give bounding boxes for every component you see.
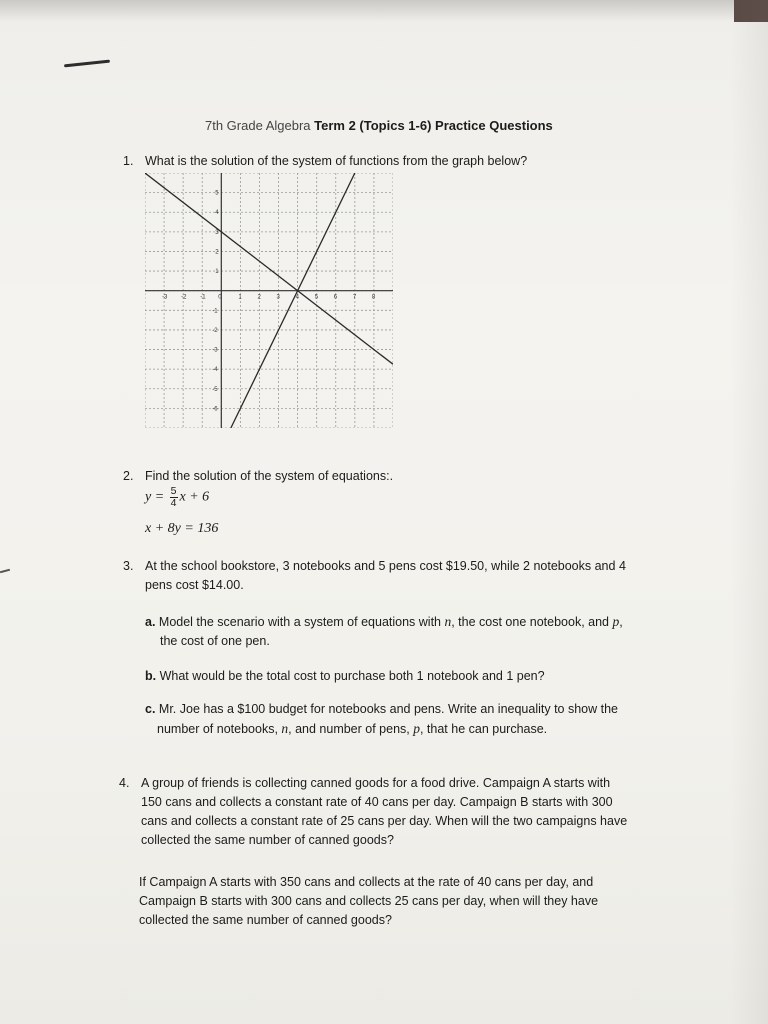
margin-mark (0, 569, 10, 574)
y-tick-label: -3 (212, 347, 218, 354)
question-line: collected the same number of canned goods? (141, 833, 394, 847)
x-tick-label: 8 (371, 294, 376, 301)
coordinate-graph (145, 173, 393, 428)
question-text: Find the solution of the system of equations:. (145, 469, 394, 483)
x-tick-label: -3 (162, 294, 168, 301)
question-number: 1. (123, 154, 134, 168)
variable-n: n (281, 721, 289, 736)
worksheet-title (205, 118, 553, 133)
part-c (145, 700, 618, 739)
x-tick-label: -2 (181, 294, 187, 301)
y-tick-label: 4 (215, 210, 219, 217)
equation-lhs: y = (145, 489, 168, 505)
question-line: collected the same number of canned goods? (139, 913, 392, 927)
part-text: number of notebooks, (157, 722, 282, 736)
question-4 (119, 774, 721, 850)
pen-mark (64, 60, 110, 68)
question-3 (123, 557, 705, 595)
x-tick-label: 1 (238, 294, 242, 301)
part-a (145, 612, 623, 651)
title-grade: 7th Grade Algebra (205, 118, 311, 133)
x-tick-label: 0 (218, 294, 222, 301)
question-line: cans and collects a constant rate of 25 cans per day. When will the two campaigns have (141, 814, 628, 828)
part-text: , the cost one notebook, and (451, 615, 613, 629)
y-tick-label: -1 (212, 308, 218, 315)
y-tick-label: 1 (215, 269, 219, 276)
fraction-numerator: 5 (170, 485, 177, 497)
part-text: What would be the total cost to purchase both 1 notebook and 1 pen? (156, 669, 545, 683)
x-tick-label: -1 (200, 294, 206, 301)
part-b (145, 667, 545, 686)
x-tick-label: 4 (295, 294, 299, 301)
question-1 (123, 152, 528, 171)
part-text: Mr. Joe has a $100 budget for notebooks and pens. Write an inequality to show the (155, 702, 619, 716)
variable-p: p (612, 614, 620, 629)
x-tick-label: 3 (276, 294, 280, 301)
y-tick-label: 3 (215, 229, 219, 236)
part-label: c. (145, 702, 156, 716)
x-tick-label: 5 (314, 294, 319, 301)
question-number: 2. (123, 469, 134, 483)
fraction (170, 486, 178, 509)
question-2 (123, 467, 394, 486)
part-text: , and number of pens, (288, 722, 414, 736)
fraction-denominator: 4 (170, 497, 177, 509)
y-tick-label: -6 (212, 406, 218, 413)
question-number: 4. (119, 776, 130, 790)
y-tick-label: 5 (215, 190, 219, 197)
question-line: At the school bookstore, 3 notebooks and 5 pens cost $19.50, while 2 notebooks and 4 (145, 559, 626, 573)
y-tick-label: -4 (212, 367, 218, 374)
y-tick-label: -5 (212, 386, 218, 393)
question-line: Campaign B starts with 300 cans and collects 25 cans per day, when will they have (139, 894, 599, 908)
part-text: Model the scenario with a system of equations with (155, 615, 445, 629)
x-tick-label: 7 (352, 294, 357, 301)
question-number: 3. (123, 559, 134, 573)
question-line: pens cost $14.00. (145, 578, 244, 592)
equation-text: x + 8y = 136 (145, 521, 219, 536)
question-line: 150 cans and collects a constant rate of 40 cans per day. Campaign B starts with 300 (141, 795, 613, 809)
graph-line (145, 173, 393, 364)
page-edge-shadow (730, 0, 768, 1024)
part-text: , (619, 615, 623, 629)
equation-1 (145, 486, 209, 509)
part-text: the cost of one pen. (160, 634, 270, 648)
equation-rhs: x + 6 (179, 489, 210, 505)
part-text: , that he can purchase. (419, 722, 548, 736)
equation-2 (145, 521, 218, 537)
x-tick-label: 6 (333, 294, 338, 301)
y-tick-label: -2 (212, 327, 218, 334)
question-line: If Campaign A starts with 350 cans and collects at the rate of 40 cans per day, and (139, 875, 594, 889)
variable-n: n (444, 614, 452, 629)
question-4-followup (139, 873, 719, 930)
part-label: b. (145, 669, 157, 683)
title-topic: Term 2 (Topics 1-6) Practice Questions (310, 118, 553, 133)
question-text: What is the solution of the system of functions from the graph below? (145, 154, 528, 168)
part-label: a. (145, 615, 156, 629)
question-line: A group of friends is collecting canned goods for a food drive. Campaign A starts with (141, 776, 611, 790)
y-tick-label: 2 (215, 249, 219, 256)
variable-p: p (413, 721, 420, 736)
top-shadow (0, 0, 768, 22)
x-tick-label: 2 (257, 294, 261, 301)
